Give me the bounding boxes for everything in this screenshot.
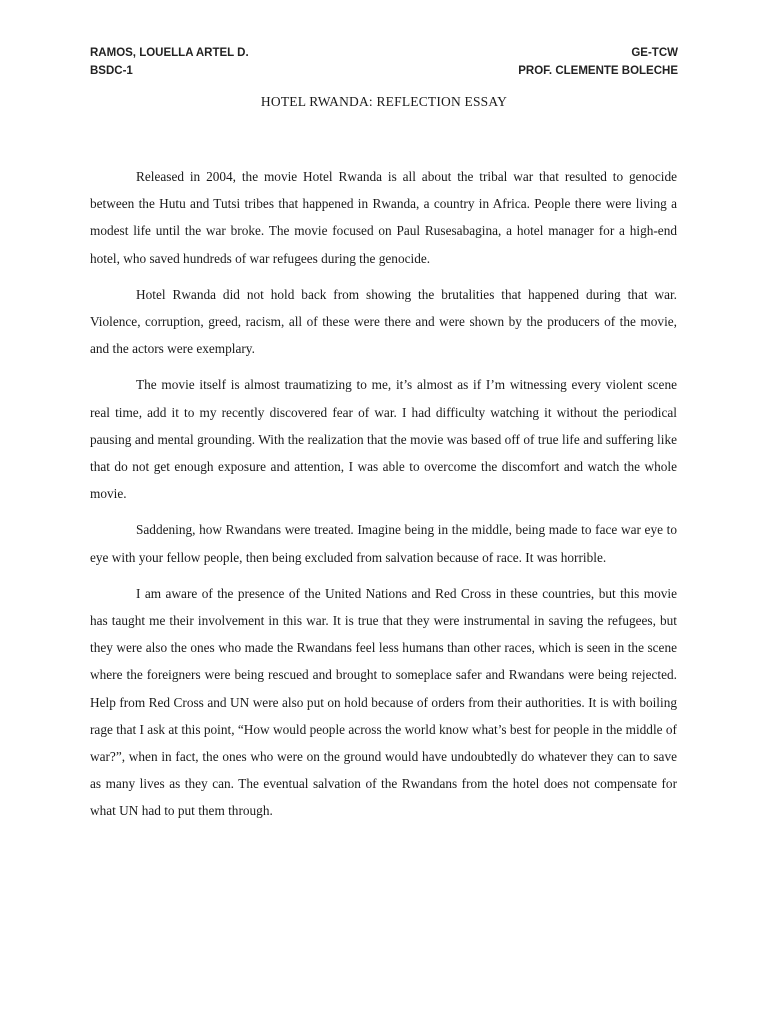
page-header: [90, 44, 678, 80]
essay-paragraph: Hotel Rwanda did not hold back from showing the brutalities that happened during that war. Violence, corruption, greed, racism, all of these were there and were shown by the producers of the movie, and the actors were exemplary.: [90, 286, 677, 357]
author-name: RAMOS, LOUELLA ARTEL D.: [90, 47, 249, 59]
header-row-2: [90, 62, 678, 80]
section-code: BSDC-1: [90, 65, 133, 77]
essay-body: [90, 163, 677, 834]
essay-paragraph: Saddening, how Rwandans were treated. Imagine being in the middle, being made to face war eye to eye with your fellow people, then being excluded from salvation because of race. It was horrible.: [90, 522, 677, 565]
header-row-1: [90, 44, 678, 62]
essay-paragraph: Released in 2004, the movie Hotel Rwanda is all about the tribal war that resulted to genocide between the Hutu and Tutsi tribes that happened in Rwanda, a country in Africa. People there were living a modest life until the war broke. The movie focused on Paul Rusesabagina, a hotel manager for a high-end hotel, who saved hundreds of war refugees during the genocide.: [90, 169, 677, 266]
course-code: GE-TCW: [631, 47, 678, 59]
professor-name: PROF. CLEMENTE BOLECHE: [518, 65, 678, 77]
essay-paragraph: I am aware of the presence of the United Nations and Red Cross in these countries, but this movie has taught me their involvement in this war. It is true that they were instrumental in saving the refugees, but they were also the ones who made the Rwandans feel less humans than other races, which is seen in the scene where the foreigners were being rescued and brought to someplace safer and Rwandans were being rejected. Help from Red Cross and UN were also put on hold because of orders from their authorities. It is with boiling rage that I ask at this point, “How would people across the world know what’s best for people in the middle of war?”, when in fact, the ones who were on the ground would have undoubtedly do whatever they can to save as many lives as they can. The eventual salvation of the Rwandans from the hotel does not compensate for what UN had to put them through.: [90, 585, 677, 819]
essay-paragraph: The movie itself is almost traumatizing to me, it’s almost as if I’m witnessing every violent scene real time, add it to my recently discovered fear of war. I had difficulty watching it without the periodical pausing and mental grounding. With the realization that the movie was based off of true life and suffering like that do not get enough exposure and attention, I was able to overcome the discomfort and watch the whole movie.: [90, 377, 677, 502]
essay-title: HOTEL RWANDA: REFLECTION ESSAY: [260, 94, 508, 109]
